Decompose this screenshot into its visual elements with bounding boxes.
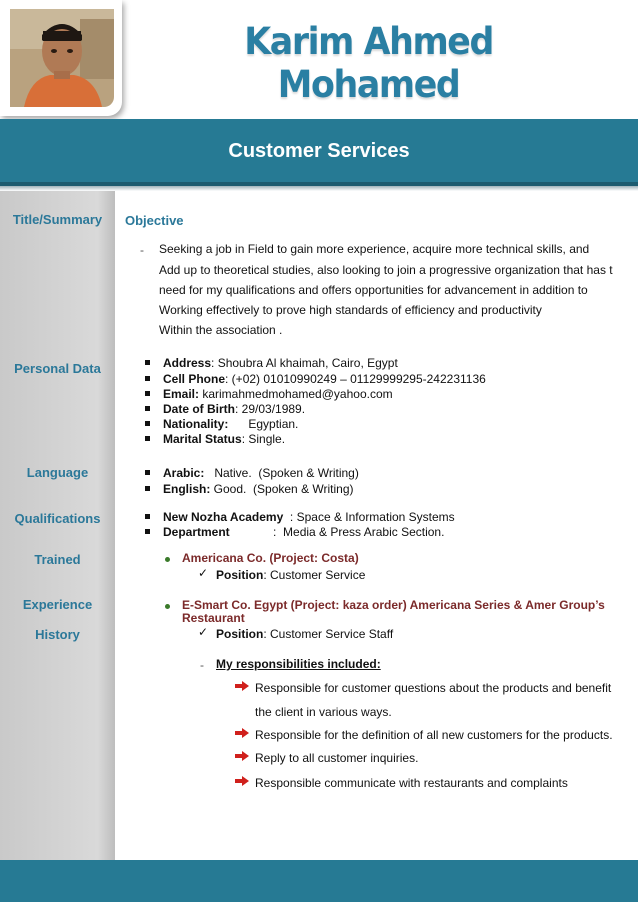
square-bullet-icon (145, 514, 150, 519)
profile-photo-frame (0, 0, 122, 116)
square-bullet-icon (145, 436, 150, 441)
qualification-academy: New Nozha Academy : Space & Information Systems (163, 510, 455, 524)
personal-address: Address: Shoubra Al khaimah, Cairo, Egypt (163, 356, 398, 370)
objective-line: Seeking a job in Field to gain more experience, acquire more technical skills, and (159, 242, 590, 256)
square-bullet-icon (145, 486, 150, 491)
profile-photo (10, 9, 114, 107)
responsibility-item: Responsible communicate with restaurants and complaints (255, 776, 568, 790)
language-english: English: Good. (Spoken & Writing) (163, 482, 354, 496)
square-bullet-icon (145, 406, 150, 411)
personal-email: Email: karimahmedmohamed@yahoo.com (163, 387, 393, 401)
objective-line: Working effectively to prove high standards of efficiency and productivity (159, 303, 542, 317)
square-bullet-icon (145, 391, 150, 396)
responsibility-item: Responsible for customer questions about the products and benefit (255, 681, 612, 695)
side-label-history: History (35, 627, 80, 642)
side-label-qualifications: Qualifications (14, 511, 101, 526)
experience-position: Position: Customer Service Staff (216, 627, 394, 641)
footer-bar (0, 860, 638, 902)
round-bullet-icon (165, 604, 170, 609)
candidate-name: Karim Ahmed Mohamed (244, 20, 493, 106)
square-bullet-icon (145, 376, 150, 381)
trained-position: Position: Customer Service (216, 568, 366, 582)
trained-company: Americana Co. (Project: Costa) (182, 551, 359, 565)
square-bullet-icon (145, 421, 150, 426)
responsibility-item: Reply to all customer inquiries. (255, 751, 419, 765)
experience-company-cont: Restaurant (182, 611, 245, 625)
side-label-experience: Experience (22, 597, 93, 612)
square-bullet-icon (145, 470, 150, 475)
red-arrow-icon (235, 776, 249, 786)
objective-dash: - (140, 243, 144, 257)
red-arrow-icon (235, 681, 249, 691)
job-title: Customer Services (228, 140, 410, 162)
checkmark-icon: ✓ (198, 625, 209, 639)
personal-dob: Date of Birth: 29/03/1989. (163, 402, 306, 416)
experience-company: E-Smart Co. Egypt (Project: kaza order) Americana Series & Amer Group’s (182, 598, 605, 612)
objective-line: Add up to theoretical studies, also looking to join a progressive organization that has t (159, 263, 613, 277)
qualification-department: Department : Media & Press Arabic Section. (163, 525, 445, 539)
personal-cell-phone: Cell Phone: (+02) 01010990249 – 01129999295-242231136 (163, 372, 486, 386)
responsibility-item: the client in various ways. (255, 705, 392, 719)
personal-marital-status: Marital Status: Single. (163, 432, 286, 446)
title-banner (0, 119, 638, 186)
red-arrow-icon (235, 751, 249, 761)
checkmark-icon: ✓ (198, 566, 209, 580)
red-arrow-icon (235, 728, 249, 738)
side-label-language: Language (26, 465, 89, 480)
language-arabic: Arabic: Native. (Spoken & Writing) (163, 466, 359, 480)
objective-heading: Objective (125, 213, 184, 228)
round-bullet-icon (165, 557, 170, 562)
responsibility-item: Responsible for the definition of all new customers for the products. (255, 728, 613, 742)
personal-nationality: Nationality: Egyptian. (163, 417, 299, 431)
objective-line: Within the association . (159, 323, 283, 337)
banner-shadow (0, 186, 638, 191)
square-bullet-icon (145, 529, 150, 534)
responsibilities-dash: - (200, 658, 204, 672)
objective-line: need for my qualifications and offers opportunities for advancement in addition to (159, 283, 588, 297)
responsibilities-heading: My responsibilities included: (216, 657, 381, 671)
side-label-personal-data: Personal Data (14, 361, 101, 376)
side-label-trained: Trained (34, 552, 81, 567)
side-label-title-summary: Title/Summary (12, 212, 103, 227)
square-bullet-icon (145, 360, 150, 365)
